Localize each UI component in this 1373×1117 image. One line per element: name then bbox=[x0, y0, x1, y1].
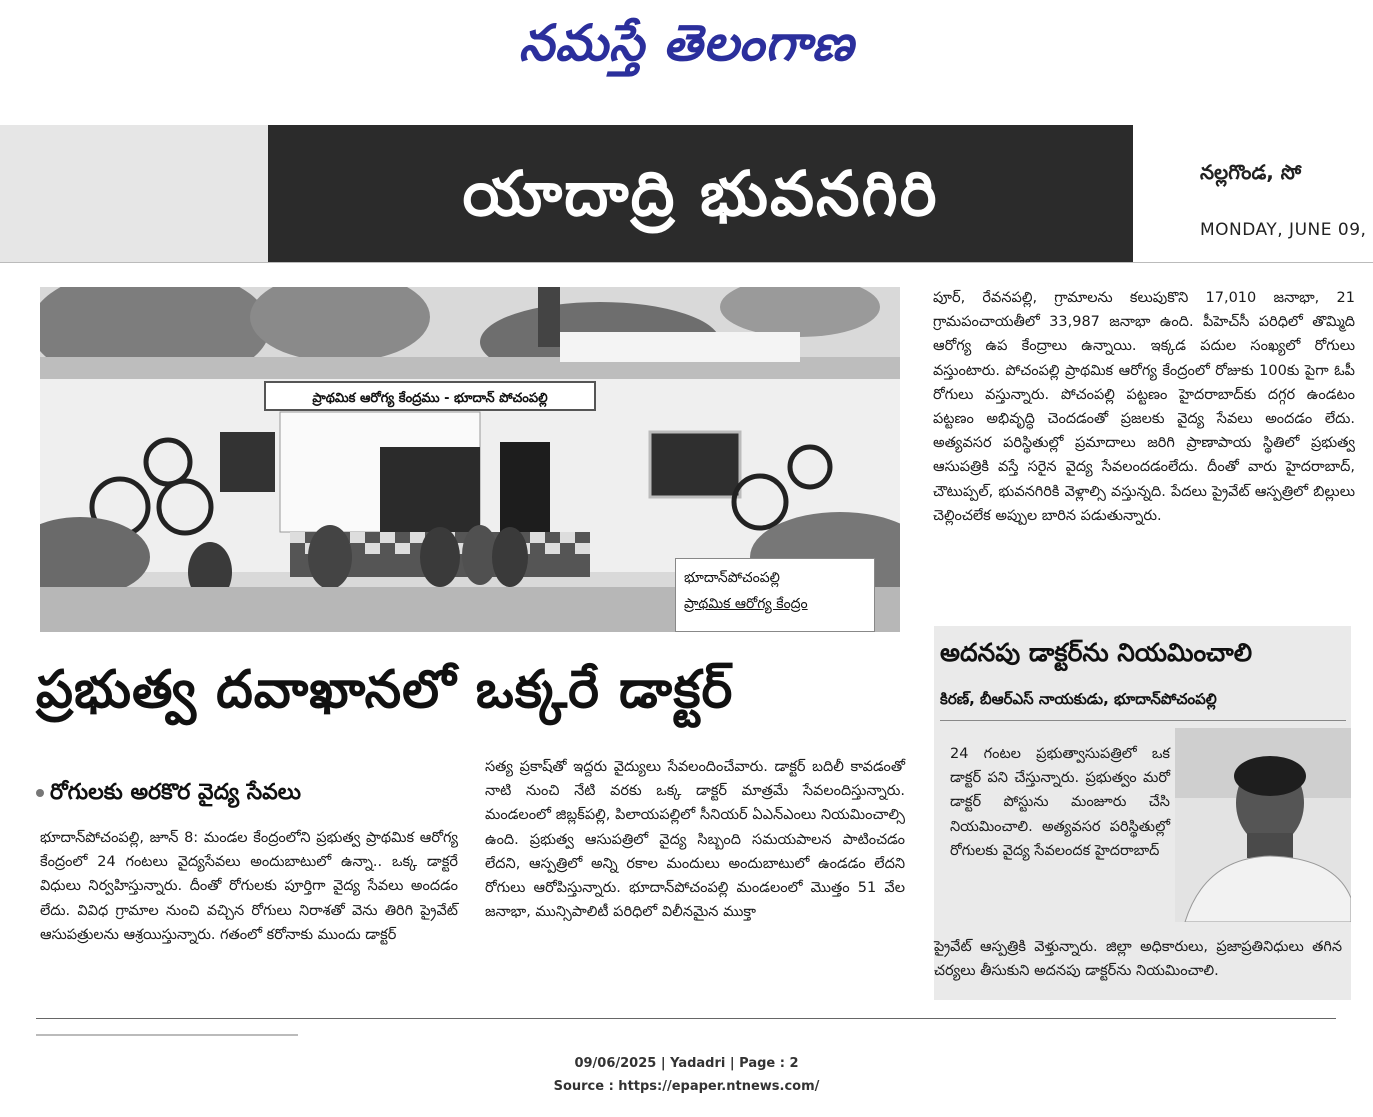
sidebar-title: అదనపు డాక్టర్‌ను నియమించాలి bbox=[940, 638, 1253, 667]
bullet-icon bbox=[36, 789, 44, 797]
sidebar-quote-narrow: 24 గంటల ప్రభుత్వాసుపత్రిలో ఒక డాక్టర్ పని చేస్తున్నారు. ప్రభుత్వం మరో డాక్టర్ పోస్టును మంజూరు చేసి నియమించాలి. అత్యవసర పరిస్థితుల్లో రోగులకు వైద్య సేవలందక హైదరాబాద్ bbox=[950, 746, 1170, 859]
article-column-1: భూదాన్‌పోచంపల్లి, జూన్ 8: మండల కేంద్రంలోని ప్రభుత్వ ప్రాథమిక ఆరోగ్య కేంద్రంలో 24 గంటలు వైద్యసేవలు అందుబాటులో ఉన్నా.. ఒక్క డాక్టరే విధులు నిర్వహిస్తున్నారు. దీంతో రోగులకు పూర్తిగా వైద్య సేవలు అందడం లేదు. వివిధ గ్రామాల నుంచి వచ్చిన రోగులు నిరాశతో వెను తిరిగి ప్రైవేట్ ఆసుపత్రులను ఆశ్రయిస్తున్నారు. గతంలో కరోనాకు ముందు డాక్టర్ bbox=[40, 830, 458, 943]
article-subheadline bbox=[36, 780, 301, 810]
article-column-3: పూర్, రేవనపల్లి, గ్రామాలను కలుపుకొని 17,010 జనాభా, 21 గ్రామపంచాయతీలో 33,987 జనాభా ఉంది. పీహెచ్‌సీ పరిధిలో తొమ్మిది ఆరోగ్య ఉప కేంద్రాలు ఉన్నాయి. ఇక్కడ పదుల సంఖ్యలో రోగులు వస్తుంటారు. పోచంపల్లి ప్రాథమిక ఆరోగ్య కేంద్రంలో రోజుకు 100కు పైగా ఓపీ రోగులు వస్తున్నారు. పోచంపల్లి పట్టణం హైదరాబాద్‌కు దగ్గర ఉండటం పట్టణం అభివృద్ధి చెందడంతో ప్రజలకు వైద్య సేవలు అందడం లేదు. అత్యవసర పరిస్థితుల్లో ప్రమాదాలు జరిగి ప్రాణాపాయ స్థితిలో ప్రభుత్వ ఆసుపత్రికి వస్తే సరైన వైద్య సేవలందడంలేదు. దీంతో వారు హైదరాబాద్, చౌటుప్పల్, భువనగిరికి వెళ్లాల్సి వస్తున్నది. పేదలు ప్రైవేట్ ఆస్పత్రిలో బిల్లులు చెల్లించలేక అప్పుల బారిన పడుతున్నారు. bbox=[933, 290, 1355, 524]
section-banner: యాదాద్రి భువనగిరి bbox=[268, 125, 1133, 262]
article-headline: ప్రభుత్వ దవాఖానలో ఒక్కరే డాక్టర్ bbox=[36, 660, 734, 720]
sidebar-attribution: కిరణ్, బీఆర్‌ఎస్ నాయకుడు, భూదాన్‌పోచంపల్లి bbox=[940, 690, 1217, 708]
caption-line-1: భూదాన్‌పోచంపల్లి bbox=[684, 570, 780, 586]
article-column-2: సత్య ప్రకాష్‌తో ఇద్దరు వైద్యులు సేవలందించేవారు. డాక్టర్ బదిలీ కావడంతో నాటి నుంచి నేటి వరకు ఒక్క డాక్టర్ మాత్రమే సేవలందిస్తున్నారు. మండలంలో జిబ్లక్‌పల్లి, పిలాయపల్లిలో సీనియర్ ఏఎన్‌ఎంలు నియమించాల్సి ఉంది. ప్రభుత్వ ఆసుపత్రిలో వైద్య సిబ్బంది సమయపాలన పాటించడం లేదని, ఆస్పత్రిలో అన్ని రకాల మందులు అందుబాటులో ఉండడం లేదని రోగులు ఆరోపిస్తున్నారు. భూదాన్‌పోచంపల్లి మండలంలో మొత్తం 51 వేల జనాభా, మున్సిపాలిటీ పరిధిలో విలీనమైన ముక్తా bbox=[485, 759, 905, 921]
portrait-photo bbox=[1175, 728, 1351, 922]
subheadline-text: రోగులకు అరకొర వైద్య సేవలు bbox=[50, 780, 301, 805]
banner-left-block bbox=[0, 125, 268, 262]
caption-line-2: ప్రాథమిక ఆరోగ్య కేంద్రం bbox=[684, 596, 808, 612]
footer-page-info: 09/06/2025 | Yadadri | Page : 2 bbox=[574, 1056, 799, 1071]
sidebar-rule bbox=[940, 720, 1346, 721]
region-label: నల్లగొండ, సో bbox=[1200, 160, 1302, 184]
dateline: MONDAY, JUNE 09, bbox=[1200, 220, 1367, 240]
footer-source: Source : https://epaper.ntnews.com/ bbox=[553, 1079, 820, 1094]
top-rule bbox=[0, 262, 1373, 263]
building-sign: ప్రాథమిక ఆరోగ్య కేంద్రము - భూదాన్ పోచంపల్లి bbox=[312, 391, 548, 406]
masthead-logo: నమస్తే తెలంగాణ bbox=[518, 14, 855, 72]
photo-caption bbox=[675, 558, 875, 632]
sidebar-quote-wide: ప్రైవేట్ ఆస్పత్రికి వెళ్తున్నారు. జిల్లా అధికారులు, ప్రజాప్రతినిధులు తగిన చర్యలు తీసుకుని అదనపు డాక్టర్‌ను నియమించాలి. bbox=[934, 939, 1342, 980]
bottom-rule bbox=[36, 1018, 1336, 1019]
bottom-rule-short bbox=[36, 1034, 298, 1036]
